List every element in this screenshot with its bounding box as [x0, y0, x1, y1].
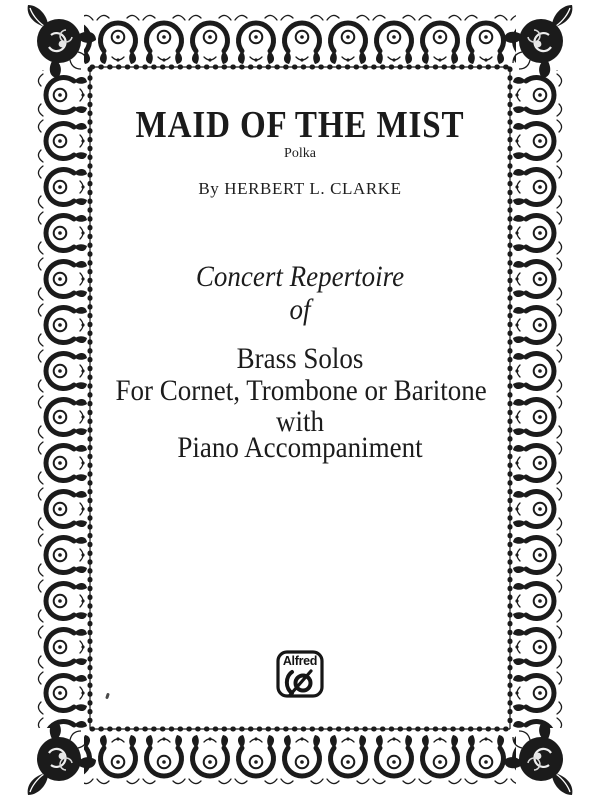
composer-byline: By HERBERT L. CLARKE: [198, 179, 402, 198]
description-line4: Piano Accompaniment: [177, 431, 423, 464]
publisher-name: Alfred: [282, 654, 318, 668]
page-title: MAID OF THE MIST: [135, 104, 465, 146]
genre-label: Polka: [284, 146, 316, 161]
description-line3: with: [275, 405, 325, 438]
series-title-line1: Concert Repertoire: [195, 260, 405, 293]
series-title-line2: of: [289, 293, 311, 326]
description-line1: Brass Solos: [236, 342, 364, 375]
publisher-logo: [276, 650, 324, 698]
description-line2: For Cornet, Trombone or Baritone: [115, 374, 487, 407]
